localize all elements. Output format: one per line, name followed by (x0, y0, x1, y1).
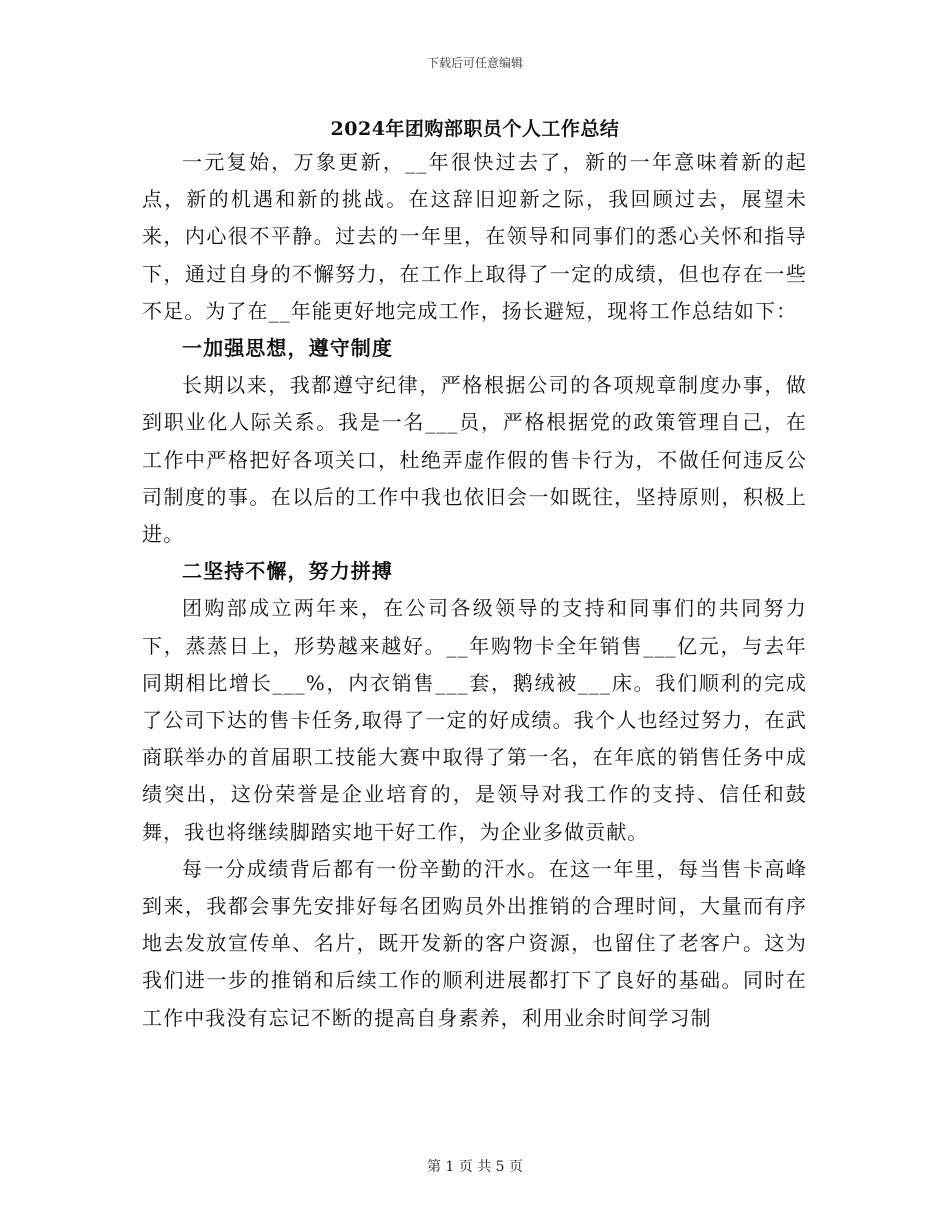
section-heading-2: 二坚持不懈，努力拼搏 (182, 559, 393, 584)
page-header-note: 下载后可任意编辑 (426, 56, 523, 70)
section-heading-1: 一加强思想，遵守制度 (182, 336, 393, 361)
document-title: 2024年团购部职员个人工作总结 (330, 118, 620, 140)
document-body (142, 144, 807, 1037)
page-number-footer: 第 1 页 共 5 页 (426, 1159, 524, 1175)
section-2-paragraph-1: 团购部成立两年来，在公司各级领导的支持和同事们的共同努力下，蒸蒸日上，形势越来越好。__年购物卡全年销售___亿元，与去年同期相比增长___%，内衣销售___套，鹅绒被___床。我们顺利的完成了公司下达的售卡任务,取得了一定的好成绩。我个人也经过努力，在武商联举办的首届职工技能大赛中取得了第一名，在年底的销售任务中成绩突出，这份荣誉是企业培育的，是领导对我工作的支持、信任和鼓舞，我也将继续脚踏实地干好工作，为企业多做贡献。 (142, 596, 807, 844)
section-2-paragraph-2: 每一分成绩背后都有一份辛勤的汗水。在这一年里，每当售卡高峰到来，我都会事先安排好每名团购员外出推销的合理时间，大量而有序地去发放宣传单、名片，既开发新的客户资源，也留住了老客户。这为我们进一步的推销和后续工作的顺利进展都打下了良好的基础。同时在工作中我没有忘记不断的提高自身素养，利用业余时间学习制 (142, 856, 807, 1030)
intro-paragraph: 一元复始，万象更新，__年很快过去了，新的一年意味着新的起点，新的机遇和新的挑战。在这辞旧迎新之际，我回顾过去，展望未来，内心很不平静。过去的一年里，在领导和同事们的悉心关怀和指导下，通过自身的不懈努力，在工作上取得了一定的成绩，但也存在一些不足。为了在__年能更好地完成工作，扬长避短，现将工作总结如下： (142, 150, 807, 323)
section-1-paragraph-1: 长期以来，我都遵守纪律，严格根据公司的各项规章制度办事，做到职业化人际关系。我是一名___员，严格根据党的政策管理自己，在工作中严格把好各项关口，杜绝弄虚作假的售卡行为，不做任何违反公司制度的事。在以后的工作中我也依旧会一如既往，坚持原则，积极上进。 (142, 373, 807, 547)
